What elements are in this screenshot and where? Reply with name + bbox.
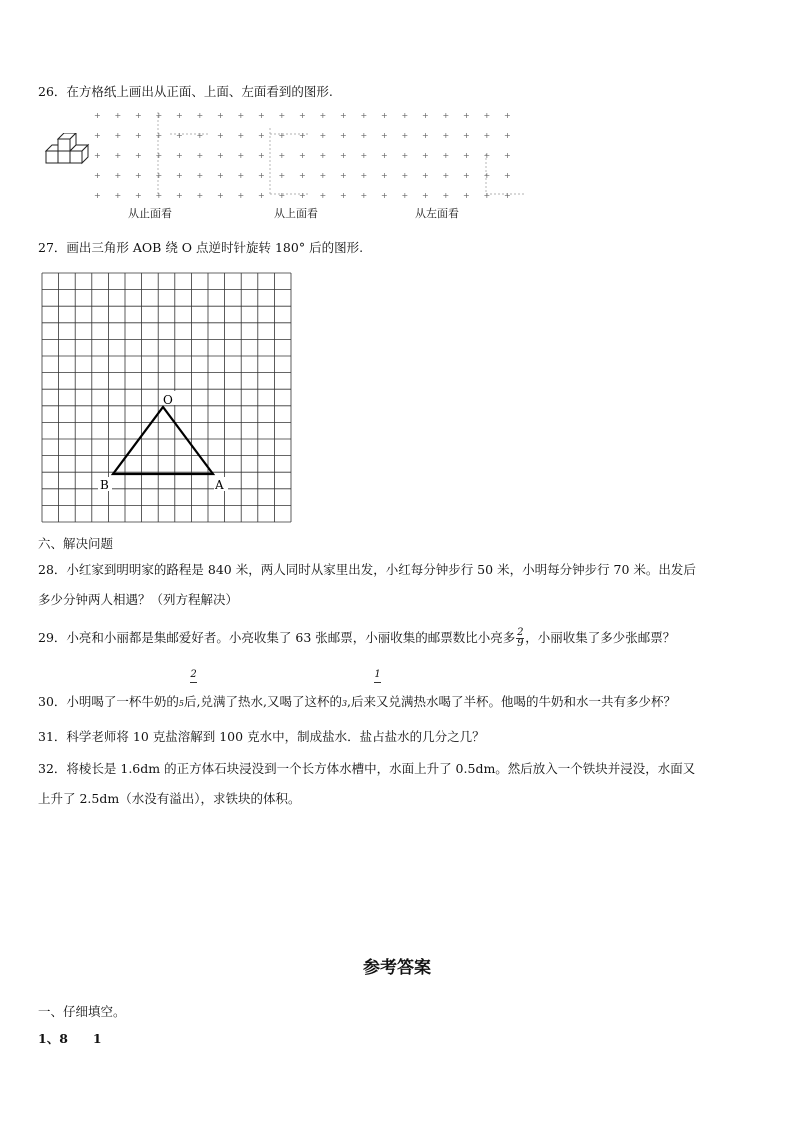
svg-text:+: + — [176, 111, 183, 120]
q32-line1: 32．将棱长是 1.6dm 的正方体石块浸没到一个长方体水槽中，水面上升了 0.5dm。然后放入一个铁块并浸没，水面又 — [38, 761, 696, 776]
dot-grid-area[interactable] — [90, 108, 530, 204]
svg-text:+: + — [114, 131, 122, 140]
svg-text:+: + — [504, 191, 511, 200]
section-6-heading: 六、解决问题 — [38, 536, 114, 551]
q29-before: 29．小亮和小丽都是集邮爱好者。小亮收集了 63 张邮票，小丽收集的邮票数比小亮多 — [38, 630, 516, 645]
svg-text:+: + — [483, 191, 491, 200]
svg-text:+: + — [114, 171, 122, 180]
svg-text:+: + — [299, 131, 306, 140]
svg-text:+: + — [422, 171, 429, 180]
rotation-grid[interactable] — [40, 271, 296, 525]
svg-text:+: + — [381, 171, 388, 180]
svg-text:+: + — [258, 191, 265, 200]
svg-text:+: + — [504, 171, 511, 180]
svg-text:+: + — [442, 171, 450, 180]
svg-text:+: + — [299, 151, 306, 160]
q30-text: 30．小明喝了一杯牛奶的5后,兑满了热水,又喝了这杯的3,后来又兑满热水喝了半杯。他喝的牛奶和水一共有多少杯？ — [38, 694, 677, 709]
q31-text: 31．科学老师将 10 克盐溶解到 100 克水中，制成盐水．盐占盐水的几分之几？ — [38, 729, 485, 744]
point-a-label: A — [215, 478, 224, 492]
svg-text:+: + — [483, 171, 491, 180]
svg-text:+: + — [401, 191, 409, 200]
svg-text:+: + — [237, 171, 245, 180]
svg-text:+: + — [422, 111, 429, 120]
cube-figure — [40, 133, 92, 173]
svg-text:+: + — [381, 191, 388, 200]
svg-text:+: + — [135, 111, 142, 120]
svg-text:+: + — [381, 131, 388, 140]
svg-text:+: + — [94, 171, 101, 180]
svg-text:+: + — [258, 131, 265, 140]
svg-text:+: + — [340, 151, 347, 160]
svg-text:+: + — [401, 131, 409, 140]
svg-text:+: + — [442, 131, 450, 140]
svg-text:+: + — [237, 111, 245, 120]
svg-text:+: + — [217, 111, 224, 120]
svg-text:+: + — [422, 131, 429, 140]
point-b-label: B — [100, 478, 109, 492]
svg-text:+: + — [442, 151, 450, 160]
svg-text:+: + — [155, 171, 163, 180]
answers-section1: 一、仔细填空。 — [38, 1004, 126, 1019]
svg-text:+: + — [135, 171, 142, 180]
svg-text:+: + — [217, 191, 224, 200]
svg-text:+: + — [94, 191, 101, 200]
svg-text:+: + — [381, 151, 388, 160]
svg-text:+: + — [319, 111, 327, 120]
svg-text:+: + — [155, 131, 163, 140]
svg-text:+: + — [401, 151, 409, 160]
q28-line2: 多少分钟两人相遇？（列方程解决） — [38, 592, 239, 607]
svg-text:+: + — [196, 171, 204, 180]
svg-text:+: + — [196, 131, 204, 140]
svg-text:+: + — [176, 131, 183, 140]
svg-text:+: + — [463, 151, 470, 160]
svg-text:+: + — [114, 151, 122, 160]
svg-text:+: + — [319, 151, 327, 160]
svg-text:+: + — [483, 151, 491, 160]
svg-text:+: + — [278, 131, 286, 140]
svg-text:+: + — [94, 131, 101, 140]
svg-text:+: + — [155, 191, 163, 200]
svg-text:+: + — [237, 151, 245, 160]
q30-fraction2: 1 — [374, 670, 381, 683]
svg-text:+: + — [401, 111, 409, 120]
svg-text:+: + — [196, 191, 204, 200]
svg-text:+: + — [422, 191, 429, 200]
svg-text:+: + — [176, 171, 183, 180]
svg-text:+: + — [504, 131, 511, 140]
svg-text:+: + — [340, 131, 347, 140]
answers-title: 参考答案 — [363, 958, 431, 978]
svg-text:+: + — [360, 131, 368, 140]
svg-text:+: + — [155, 151, 163, 160]
svg-text:+: + — [340, 111, 347, 120]
svg-text:+: + — [463, 131, 470, 140]
svg-text:+: + — [135, 191, 142, 200]
top-view-label: 从上面看 — [274, 207, 318, 220]
svg-text:+: + — [176, 191, 183, 200]
svg-text:+: + — [401, 171, 409, 180]
q30-fraction1: 2 — [190, 670, 197, 683]
svg-text:+: + — [217, 171, 224, 180]
q26-text: 26．在方格纸上画出从正面、上面、左面看到的图形. — [38, 84, 333, 99]
svg-text:+: + — [217, 131, 224, 140]
svg-text:+: + — [114, 111, 122, 120]
front-view-label: 从止面看 — [128, 207, 172, 220]
svg-text:+: + — [463, 191, 470, 200]
svg-text:+: + — [504, 151, 511, 160]
q29-after: ，小丽收集了多少张邮票？ — [525, 630, 676, 645]
svg-text:+: + — [94, 111, 101, 120]
svg-text:+: + — [442, 191, 450, 200]
svg-text:+: + — [381, 111, 388, 120]
q29-text — [38, 628, 675, 649]
svg-text:+: + — [360, 151, 368, 160]
svg-text:+: + — [155, 111, 163, 120]
svg-text:+: + — [360, 191, 368, 200]
svg-text:+: + — [278, 151, 286, 160]
svg-text:+: + — [258, 171, 265, 180]
svg-text:+: + — [258, 111, 265, 120]
svg-text:+: + — [504, 111, 511, 120]
svg-text:+: + — [114, 191, 122, 200]
svg-text:+: + — [196, 151, 204, 160]
svg-text:+: + — [135, 151, 142, 160]
svg-text:+: + — [360, 171, 368, 180]
svg-text:+: + — [483, 131, 491, 140]
triangle-aob — [113, 407, 213, 474]
svg-text:+: + — [483, 111, 491, 120]
svg-text:+: + — [422, 151, 429, 160]
left-view-label: 从左面看 — [415, 207, 459, 220]
point-o-label: O — [163, 393, 173, 407]
svg-text:+: + — [299, 111, 306, 120]
svg-text:+: + — [278, 171, 286, 180]
svg-text:+: + — [278, 191, 286, 200]
svg-text:+: + — [319, 131, 327, 140]
q27-text: 27．画出三角形 AOB 绕 O 点逆时针旋转 180° 后的图形. — [38, 240, 364, 255]
svg-text:+: + — [217, 151, 224, 160]
q29-fraction: $\frac{2}{9}$ — [517, 627, 524, 649]
svg-text:+: + — [340, 171, 347, 180]
svg-text:+: + — [299, 171, 306, 180]
svg-text:+: + — [196, 111, 204, 120]
svg-text:+: + — [340, 191, 347, 200]
svg-text:+: + — [442, 111, 450, 120]
svg-text:+: + — [237, 131, 245, 140]
svg-text:+: + — [360, 111, 368, 120]
svg-text:+: + — [463, 171, 470, 180]
svg-text:+: + — [463, 111, 470, 120]
svg-text:+: + — [278, 111, 286, 120]
answer-1: 1、8 1 — [38, 1031, 102, 1046]
svg-text:+: + — [135, 131, 142, 140]
svg-text:+: + — [94, 151, 101, 160]
svg-text:+: + — [258, 151, 265, 160]
svg-text:+: + — [299, 191, 306, 200]
svg-text:+: + — [237, 191, 245, 200]
q32-line2: 上升了 2.5dm（水没有溢出），求铁块的体积。 — [38, 791, 301, 806]
svg-text:+: + — [319, 191, 327, 200]
svg-text:+: + — [319, 171, 327, 180]
svg-text:+: + — [176, 151, 183, 160]
q28-line1: 28．小红家到明明家的路程是 840 米，两人同时从家里出发，小红每分钟步行 50 米，小明每分钟步行 70 米。出发后 — [38, 562, 696, 577]
